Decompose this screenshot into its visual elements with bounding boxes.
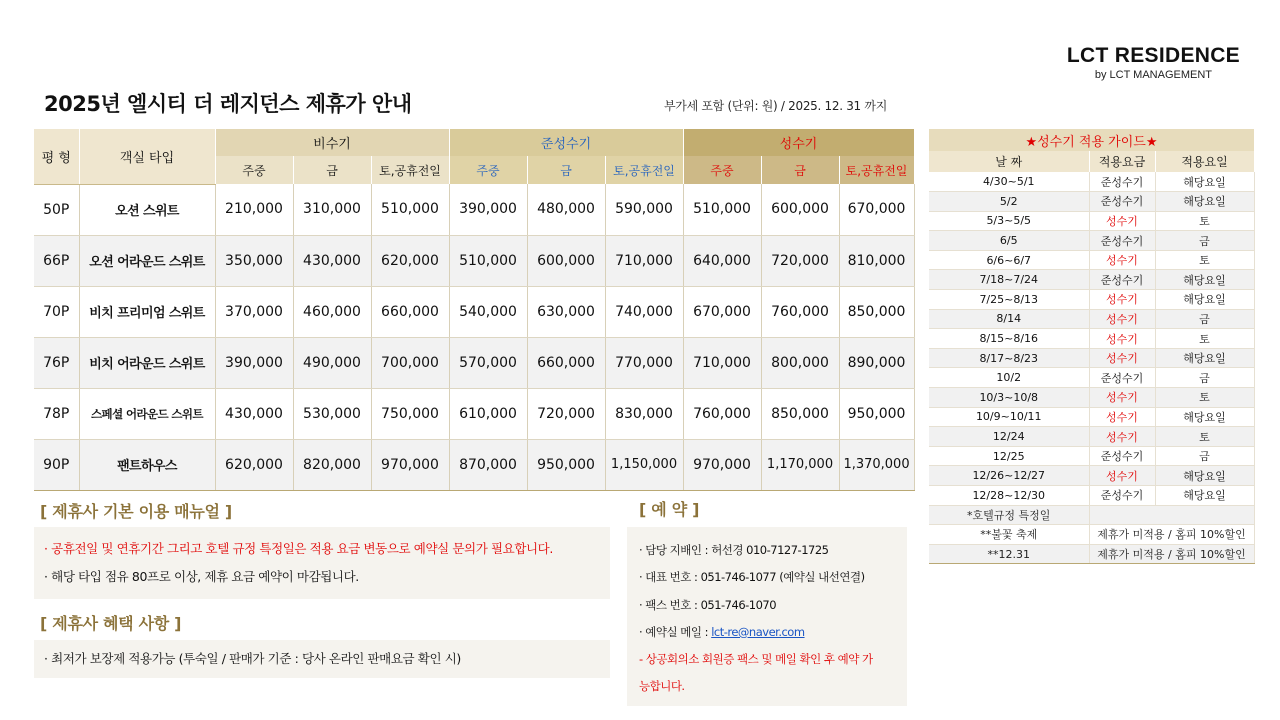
- price-cell: 600,000: [527, 235, 605, 286]
- guide-day: 토: [1155, 250, 1254, 270]
- price-cell: 600,000: [761, 184, 839, 235]
- benefit-section-title: [ 제휴사 혜택 사항 ]: [40, 614, 182, 633]
- guide-date: 8/15~8/16: [929, 329, 1089, 349]
- benefit-line-1: · 최저가 보장제 적용가능 (투숙일 / 판매가 기준 : 당사 온라인 판매요금 확인 시): [44, 651, 461, 666]
- price-cell: 310,000: [293, 184, 371, 235]
- peak-friday-header: 금: [761, 156, 839, 184]
- manual-line-1: · 공휴전일 및 연휴기간 그리고 호텔 규정 특정일은 적용 요금 변동으로 예약실 문의가 필요합니다.: [44, 541, 553, 556]
- reserve-section-title: [ 예 약 ]: [639, 500, 700, 519]
- season-off-header: 비수기: [215, 129, 449, 156]
- manual-section-title: [ 제휴사 기본 이용 매뉴얼 ]: [40, 502, 232, 521]
- price-cell: 710,000: [683, 337, 761, 388]
- guide-date: 10/3~10/8: [929, 388, 1089, 408]
- guide-date: 12/28~12/30: [929, 486, 1089, 506]
- guide-row: [929, 407, 1254, 427]
- reserve-notice-1: - 상공회의소 회원증 팩스 및 메일 확인 후 예약 가: [639, 652, 873, 667]
- guide-special-label: **불꽃 축제: [929, 525, 1089, 545]
- price-cell: 890,000: [839, 337, 914, 388]
- guide-rate: 성수기: [1089, 427, 1155, 447]
- guide-row: [929, 329, 1254, 349]
- guide-day: 해당요일: [1155, 172, 1254, 192]
- guide-day: 토: [1155, 427, 1254, 447]
- guide-row: [929, 348, 1254, 368]
- guide-date-header: 날 짜: [929, 151, 1089, 172]
- guide-day: 해당요일: [1155, 348, 1254, 368]
- guide-row: [929, 211, 1254, 231]
- guide-row: [929, 270, 1254, 290]
- manual-line-2: · 해당 타입 점유 80프로 이상, 제휴 요금 예약이 마감됩니다.: [44, 569, 359, 584]
- price-cell: 660,000: [527, 337, 605, 388]
- peak-weekend-header: 토,공휴전일: [839, 156, 914, 184]
- guide-rate-header: 적용요금: [1089, 151, 1155, 172]
- guide-special-label: **12.31: [929, 544, 1089, 564]
- benefit-box: [34, 640, 610, 678]
- guide-rate: 준성수기: [1089, 486, 1155, 506]
- price-cell: 970,000: [371, 439, 449, 490]
- guide-rate: 준성수기: [1089, 172, 1155, 192]
- guide-day: 금: [1155, 231, 1254, 251]
- price-cell: 810,000: [839, 235, 914, 286]
- guide-date: 8/14: [929, 309, 1089, 329]
- brand-name: LCT RESIDENCE: [1066, 44, 1240, 67]
- guide-day: 토: [1155, 211, 1254, 231]
- reserve-fax: · 팩스 번호 : 051-746-1070: [639, 597, 777, 612]
- price-cell: 870,000: [449, 439, 527, 490]
- guide-rate: 준성수기: [1089, 231, 1155, 251]
- mid-weekend-header: 토,공휴전일: [605, 156, 683, 184]
- guide-day: 해당요일: [1155, 290, 1254, 310]
- guide-special-row: [929, 525, 1254, 545]
- reserve-notice-2: 능합니다.: [639, 679, 685, 694]
- price-cell: 670,000: [839, 184, 914, 235]
- guide-row: [929, 309, 1254, 329]
- price-cell: 970,000: [683, 439, 761, 490]
- price-table: [34, 129, 915, 491]
- room-size: 76P: [34, 337, 79, 388]
- price-cell: 950,000: [527, 439, 605, 490]
- guide-row: [929, 231, 1254, 251]
- col-size-header: 평 형: [34, 129, 79, 184]
- guide-row: [929, 466, 1254, 486]
- room-size: 90P: [34, 439, 79, 490]
- guide-date: 5/3~5/5: [929, 211, 1089, 231]
- price-cell: 1,150,000: [605, 439, 683, 490]
- guide-day-header: 적용요일: [1155, 151, 1254, 172]
- guide-row: [929, 250, 1254, 270]
- price-cell: 710,000: [605, 235, 683, 286]
- guide-date: 4/30~5/1: [929, 172, 1089, 192]
- price-cell: 750,000: [371, 388, 449, 439]
- reserve-main-phone: · 대표 번호 : 051-746-1077 (예약실 내선연결): [639, 570, 865, 585]
- guide-special-day-label: *호텔규정 특정일: [929, 505, 1089, 525]
- guide-date: 12/24: [929, 427, 1089, 447]
- guide-rate: 준성수기: [1089, 368, 1155, 388]
- off-weekday-header: 주중: [215, 156, 293, 184]
- price-cell: 210,000: [215, 184, 293, 235]
- guide-special-empty: [1089, 505, 1254, 525]
- guide-rate: 성수기: [1089, 388, 1155, 408]
- guide-date: 7/25~8/13: [929, 290, 1089, 310]
- guide-special-header-row: [929, 505, 1254, 525]
- reserve-manager: · 담당 지배인 : 허선경 010-7127-1725: [639, 543, 829, 557]
- room-size: 78P: [34, 388, 79, 439]
- price-cell: 800,000: [761, 337, 839, 388]
- price-cell: 820,000: [293, 439, 371, 490]
- price-cell: 390,000: [449, 184, 527, 235]
- price-cell: 670,000: [683, 286, 761, 337]
- room-type: 오션 스위트: [79, 184, 215, 235]
- price-row: [34, 439, 914, 490]
- price-cell: 660,000: [371, 286, 449, 337]
- price-cell: 760,000: [761, 286, 839, 337]
- guide-day: 해당요일: [1155, 407, 1254, 427]
- guide-special-row: [929, 544, 1254, 564]
- guide-rate: 성수기: [1089, 290, 1155, 310]
- brand-subtitle: by LCT MANAGEMENT: [1094, 69, 1213, 81]
- price-cell: 850,000: [839, 286, 914, 337]
- guide-day: 해당요일: [1155, 192, 1254, 212]
- price-cell: 430,000: [215, 388, 293, 439]
- guide-day: 토: [1155, 329, 1254, 349]
- guide-day: 해당요일: [1155, 486, 1254, 506]
- guide-rate: 성수기: [1089, 211, 1155, 231]
- price-cell: 570,000: [449, 337, 527, 388]
- price-cell: 390,000: [215, 337, 293, 388]
- price-cell: 530,000: [293, 388, 371, 439]
- guide-special-note: 제휴가 미적용 / 홈피 10%할인: [1089, 525, 1254, 545]
- price-row: [34, 235, 914, 286]
- price-cell: 350,000: [215, 235, 293, 286]
- mid-friday-header: 금: [527, 156, 605, 184]
- guide-rate: 성수기: [1089, 309, 1155, 329]
- guide-day: 금: [1155, 309, 1254, 329]
- price-cell: 740,000: [605, 286, 683, 337]
- guide-rate: 준성수기: [1089, 446, 1155, 466]
- price-cell: 770,000: [605, 337, 683, 388]
- manual-box: [34, 527, 610, 599]
- season-peak-header: 성수기: [683, 129, 914, 156]
- price-cell: 850,000: [761, 388, 839, 439]
- price-cell: 370,000: [215, 286, 293, 337]
- guide-row: [929, 446, 1254, 466]
- reserve-email-link[interactable]: lct-re@naver.com: [711, 624, 805, 639]
- price-cell: 480,000: [527, 184, 605, 235]
- room-size: 50P: [34, 184, 79, 235]
- price-row: [34, 388, 914, 439]
- price-cell: 720,000: [527, 388, 605, 439]
- price-cell: 490,000: [293, 337, 371, 388]
- price-cell: 700,000: [371, 337, 449, 388]
- guide-date: 10/9~10/11: [929, 407, 1089, 427]
- price-cell: 510,000: [449, 235, 527, 286]
- price-cell: 720,000: [761, 235, 839, 286]
- guide-row: [929, 192, 1254, 212]
- price-cell: 830,000: [605, 388, 683, 439]
- price-row: [34, 337, 914, 388]
- price-cell: 640,000: [683, 235, 761, 286]
- price-cell: 540,000: [449, 286, 527, 337]
- season-mid-header: 준성수기: [449, 129, 683, 156]
- guide-day: 해당요일: [1155, 270, 1254, 290]
- guide-date: 7/18~7/24: [929, 270, 1089, 290]
- guide-rate: 성수기: [1089, 407, 1155, 427]
- price-cell: 510,000: [683, 184, 761, 235]
- guide-row: [929, 486, 1254, 506]
- price-cell: 510,000: [371, 184, 449, 235]
- reserve-email-label: · 예약실 메일 :: [639, 624, 712, 639]
- guide-rate: 성수기: [1089, 250, 1155, 270]
- mid-weekday-header: 주중: [449, 156, 527, 184]
- price-cell: 760,000: [683, 388, 761, 439]
- reserve-box: [627, 527, 907, 706]
- guide-date: 5/2: [929, 192, 1089, 212]
- room-type: 스페셜 어라운드 스위트: [79, 388, 215, 439]
- peak-guide-table: [929, 129, 1255, 564]
- price-cell: 1,370,000: [839, 439, 914, 490]
- guide-title: ★성수기 적용 가이드★: [929, 129, 1254, 151]
- price-cell: 610,000: [449, 388, 527, 439]
- guide-date: 6/5: [929, 231, 1089, 251]
- col-type-header: 객실 타입: [79, 129, 215, 184]
- off-friday-header: 금: [293, 156, 371, 184]
- guide-row: [929, 388, 1254, 408]
- guide-day: 해당요일: [1155, 466, 1254, 486]
- guide-day: 금: [1155, 446, 1254, 466]
- brand-logo: [1067, 44, 1240, 81]
- guide-day: 금: [1155, 368, 1254, 388]
- price-cell: 620,000: [215, 439, 293, 490]
- price-row: [34, 286, 914, 337]
- guide-date: 10/2: [929, 368, 1089, 388]
- page-title: 2025년 엘시티 더 레지던스 제휴가 안내: [44, 92, 412, 116]
- guide-rate: 준성수기: [1089, 192, 1155, 212]
- price-cell: 460,000: [293, 286, 371, 337]
- off-weekend-header: 토,공휴전일: [371, 156, 449, 184]
- guide-day: 토: [1155, 388, 1254, 408]
- guide-special-note: 제휴가 미적용 / 홈피 10%할인: [1089, 544, 1254, 564]
- room-type: 비치 프리미엄 스위트: [79, 286, 215, 337]
- guide-row: [929, 172, 1254, 192]
- room-size: 70P: [34, 286, 79, 337]
- guide-row: [929, 427, 1254, 447]
- price-cell: 620,000: [371, 235, 449, 286]
- price-row: [34, 184, 914, 235]
- room-type: 팬트하우스: [79, 439, 215, 490]
- guide-date: 12/25: [929, 446, 1089, 466]
- guide-rate: 성수기: [1089, 466, 1155, 486]
- reserve-email-line: [639, 619, 895, 646]
- guide-rate: 성수기: [1089, 348, 1155, 368]
- price-cell: 590,000: [605, 184, 683, 235]
- guide-date: 12/26~12/27: [929, 466, 1089, 486]
- room-size: 66P: [34, 235, 79, 286]
- price-note: 부가세 포함 (단위: 원) / 2025. 12. 31 까지: [664, 99, 887, 113]
- guide-row: [929, 290, 1254, 310]
- guide-rate: 준성수기: [1089, 270, 1155, 290]
- room-type: 오션 어라운드 스위트: [79, 235, 215, 286]
- price-cell: 430,000: [293, 235, 371, 286]
- guide-rate: 성수기: [1089, 329, 1155, 349]
- price-cell: 1,170,000: [761, 439, 839, 490]
- guide-row: [929, 368, 1254, 388]
- room-type: 비치 어라운드 스위트: [79, 337, 215, 388]
- guide-date: 6/6~6/7: [929, 250, 1089, 270]
- price-cell: 630,000: [527, 286, 605, 337]
- peak-weekday-header: 주중: [683, 156, 761, 184]
- guide-date: 8/17~8/23: [929, 348, 1089, 368]
- price-cell: 950,000: [839, 388, 914, 439]
